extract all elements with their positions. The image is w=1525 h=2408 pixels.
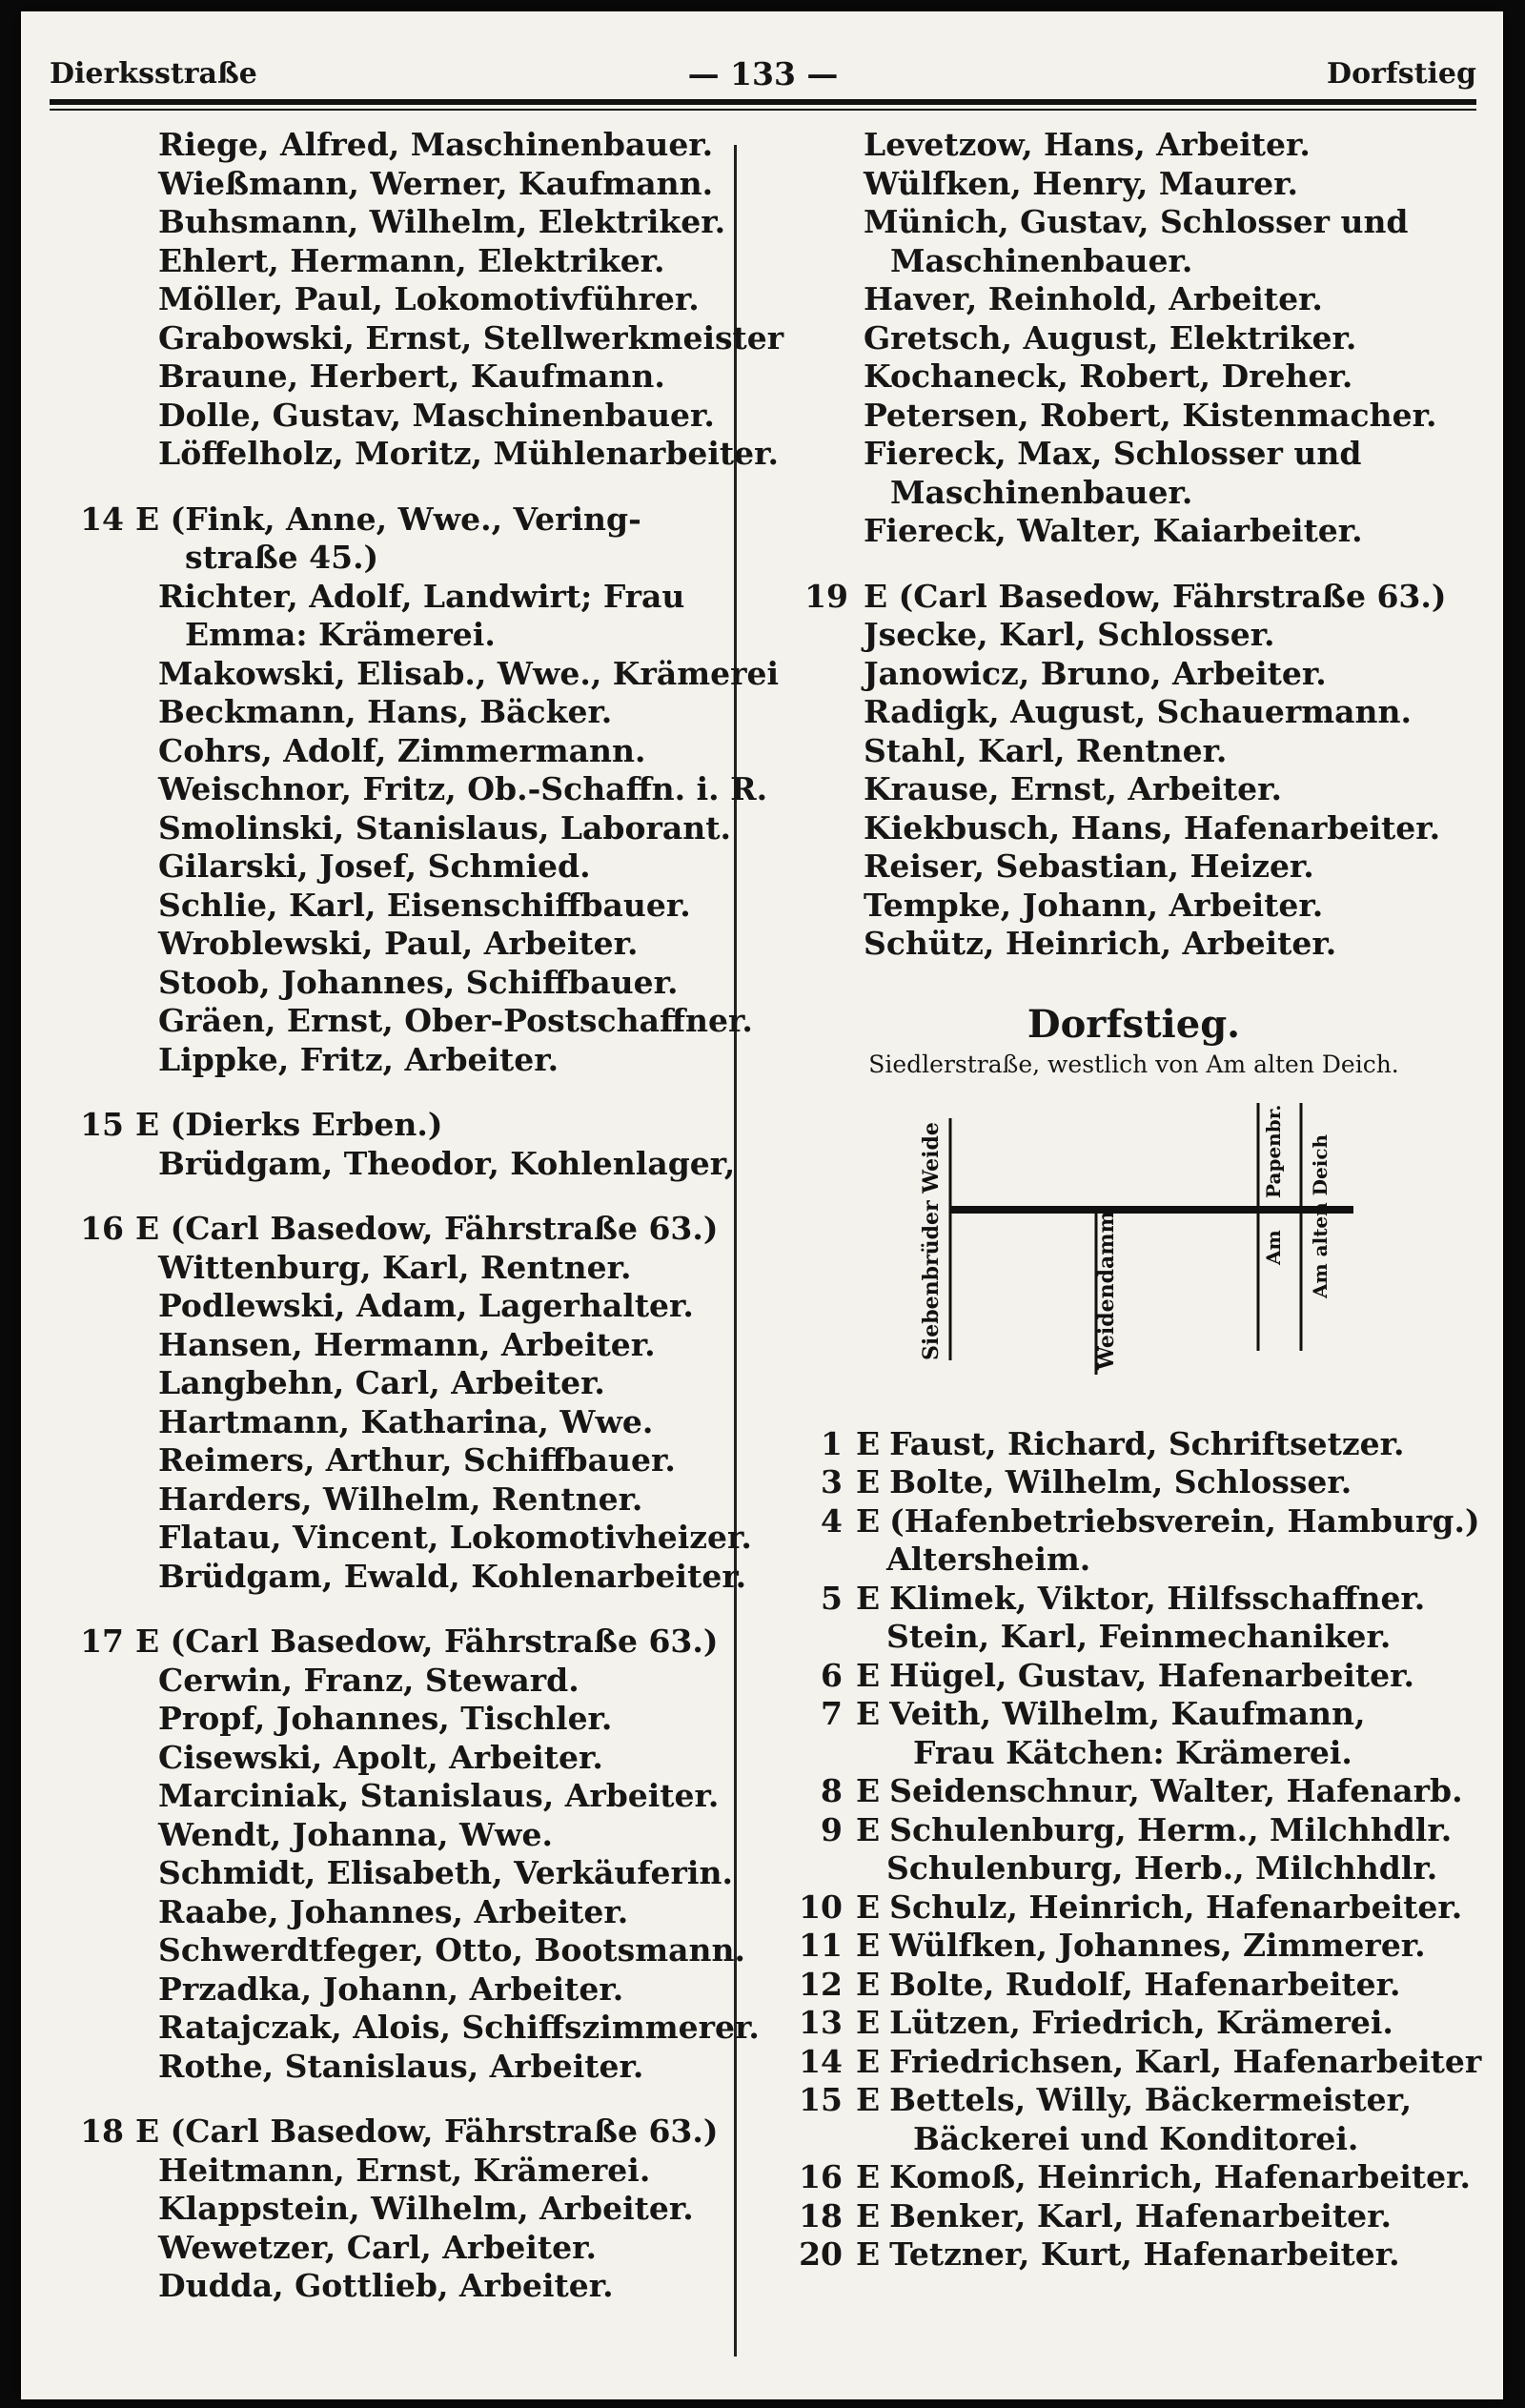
street-entry bbox=[774, 2081, 1494, 2120]
house-block bbox=[78, 2112, 726, 2306]
entry-text: Schulz, Heinrich, Hafenarbeiter. bbox=[889, 1888, 1463, 1926]
entry-type-letter: E bbox=[856, 1656, 881, 1694]
resident-entry: Ehlert, Hermann, Elektriker. bbox=[158, 241, 665, 279]
house-header bbox=[78, 1210, 726, 1249]
resident-entry: Lippke, Fritz, Arbeiter. bbox=[158, 1040, 559, 1078]
house-block bbox=[78, 1622, 760, 2086]
entry-house-number: 4 bbox=[821, 1501, 843, 1540]
resident-entry: Grabowski, Ernst, Stellwerkmeister bbox=[158, 318, 784, 357]
resident-entry: Weischnor, Fritz, Ob.-Schaffn. i. R. bbox=[158, 770, 768, 807]
resident-entry: Wendt, Johanna, Wwe. bbox=[158, 1815, 553, 1853]
entry-text: Friedrichsen, Karl, Hafenarbeiter bbox=[889, 2042, 1482, 2080]
entry-text: Veith, Wilhelm, Kaufmann, bbox=[889, 1695, 1366, 1732]
street-map bbox=[774, 1084, 1494, 1408]
street-entry bbox=[774, 1888, 1494, 1928]
resident-entry: Hansen, Hermann, Arbeiter. bbox=[158, 1325, 656, 1363]
resident-entry: Levetzow, Hans, Arbeiter. bbox=[864, 126, 1311, 163]
entry-text: Benker, Karl, Hafenarbeiter. bbox=[889, 2196, 1393, 2235]
house-owner: E (Fink, Anne, Wwe., Vering- bbox=[135, 500, 641, 538]
header-right-street: Dorfstieg bbox=[1327, 57, 1476, 91]
resident-entry: Tempke, Johann, Arbeiter. bbox=[864, 886, 1324, 924]
street-entry-cont: Schulenburg, Herb., Milchhdlr. bbox=[886, 1849, 1438, 1887]
resident-entry: Makowski, Elisab., Wwe., Krämerei bbox=[158, 654, 780, 692]
house-block bbox=[78, 1210, 752, 1596]
entry-type-letter: E bbox=[856, 2235, 881, 2273]
map-label-mid: Weidendamm bbox=[1094, 1210, 1119, 1370]
street-entry bbox=[774, 2235, 1494, 2275]
resident-entry: Schütz, Heinrich, Arbeiter. bbox=[864, 925, 1337, 962]
resident-entry: Rothe, Stanislaus, Arbeiter. bbox=[158, 2047, 644, 2085]
resident-entry: Kochaneck, Robert, Dreher. bbox=[864, 357, 1353, 395]
house-number: 15 bbox=[80, 1106, 124, 1143]
street-entry bbox=[774, 1463, 1494, 1502]
entry-type-letter: E bbox=[856, 1772, 881, 1809]
house-number: 16 bbox=[80, 1210, 124, 1247]
house-block bbox=[774, 126, 1494, 551]
house-owner: E (Carl Basedow, Fährstraße 63.) bbox=[135, 2112, 719, 2150]
resident-entry: Petersen, Robert, Kistenmacher. bbox=[864, 396, 1437, 434]
street-entry bbox=[774, 2158, 1494, 2197]
resident-entry: Dolle, Gustav, Maschinenbauer. bbox=[158, 396, 715, 434]
house-block bbox=[78, 1106, 736, 1183]
resident-entry: Schlie, Karl, Eisenschiffbauer. bbox=[158, 886, 691, 924]
resident-entry: Brüdgam, Theodor, Kohlenlager, bbox=[158, 1144, 736, 1182]
entry-house-number: 20 bbox=[799, 2235, 843, 2273]
resident-entry: Maschinenbauer. bbox=[890, 241, 1193, 279]
entry-house-number: 13 bbox=[799, 2004, 843, 2041]
entry-text: Bolte, Rudolf, Hafenarbeiter. bbox=[889, 1965, 1401, 2003]
resident-entry: Reimers, Arthur, Schiffbauer. bbox=[158, 1441, 676, 1479]
entry-text: Komoß, Heinrich, Hafenarbeiter. bbox=[889, 2158, 1471, 2195]
resident-entry: Marciniak, Stanislaus, Arbeiter. bbox=[158, 1777, 720, 1814]
left-column bbox=[78, 126, 784, 2333]
street-entries bbox=[774, 1425, 1494, 2275]
street-entry bbox=[774, 1772, 1494, 1811]
entry-house-number: 9 bbox=[821, 1810, 843, 1848]
street-entry bbox=[774, 2043, 1494, 2082]
entry-type-letter: E bbox=[856, 1579, 881, 1617]
entry-house-number: 3 bbox=[821, 1463, 843, 1500]
map-label-right1-bottom: Am bbox=[1262, 1229, 1285, 1265]
house-header bbox=[78, 1106, 726, 1145]
directory-page bbox=[21, 11, 1503, 2399]
entry-text: Bolte, Wilhelm, Schlosser. bbox=[889, 1463, 1352, 1500]
street-map-svg bbox=[774, 1084, 1494, 1408]
entry-type-letter: E bbox=[856, 2158, 881, 2195]
resident-entry: Richter, Adolf, Landwirt; Frau bbox=[158, 577, 685, 615]
resident-entry: Wroblewski, Paul, Arbeiter. bbox=[158, 925, 639, 962]
resident-entry: Reiser, Sebastian, Heizer. bbox=[864, 847, 1314, 885]
entry-text: Hügel, Gustav, Hafenarbeiter. bbox=[889, 1656, 1414, 1694]
resident-entry: Gretsch, August, Elektriker. bbox=[864, 318, 1357, 357]
house-owner: E (Carl Basedow, Fährstraße 63.) bbox=[135, 1622, 719, 1660]
house-owner: E (Carl Basedow, Fährstraße 63.) bbox=[135, 1210, 719, 1247]
resident-entry: Cohrs, Adolf, Zimmermann. bbox=[158, 731, 646, 769]
resident-entry: Riege, Alfred, Maschinenbauer. bbox=[158, 126, 714, 163]
house-number: 19 bbox=[804, 577, 848, 615]
resident-entry: Beckmann, Hans, Bäcker. bbox=[158, 693, 613, 730]
header-left-street: Dierksstraße bbox=[50, 57, 257, 91]
house-owner-cont: straße 45.) bbox=[185, 539, 379, 576]
street-entry bbox=[774, 1657, 1494, 1696]
house-header bbox=[78, 2112, 726, 2152]
resident-entry: Brüdgam, Ewald, Kohlenarbeiter. bbox=[158, 1557, 747, 1595]
street-entry bbox=[774, 1425, 1494, 1464]
entry-text: Wülfken, Johannes, Zimmerer. bbox=[889, 1927, 1426, 1964]
street-entry-cont: Bäckerei und Konditorei. bbox=[913, 2119, 1359, 2157]
house-number: 14 bbox=[80, 500, 124, 538]
entry-text: Schulenburg, Herm., Milchhdlr. bbox=[889, 1810, 1453, 1848]
resident-entry: Gräen, Ernst, Ober-Postschaffner. bbox=[158, 1002, 753, 1039]
resident-entry: Wittenburg, Karl, Rentner. bbox=[158, 1248, 632, 1286]
entry-house-number: 10 bbox=[799, 1888, 843, 1926]
house-block bbox=[78, 126, 784, 474]
entry-type-letter: E bbox=[856, 2004, 881, 2041]
resident-entry: Jsecke, Karl, Schlosser. bbox=[864, 616, 1275, 653]
entry-house-number: 18 bbox=[799, 2196, 843, 2235]
street-entry-cont: Stein, Karl, Feinmechaniker. bbox=[886, 1618, 1392, 1655]
entry-type-letter: E bbox=[856, 1695, 881, 1732]
entry-text: Lützen, Friedrich, Krämerei. bbox=[889, 2004, 1393, 2041]
house-number: 17 bbox=[80, 1622, 124, 1660]
house-block bbox=[774, 578, 1494, 964]
resident-entry: Stoob, Johannes, Schiffbauer. bbox=[158, 963, 679, 1001]
entry-house-number: 11 bbox=[799, 1927, 843, 1964]
resident-entry: Radigk, August, Schauermann. bbox=[864, 693, 1413, 730]
resident-entry: Löffelholz, Moritz, Mühlenarbeiter. bbox=[158, 435, 780, 472]
resident-entry: Schwerdtfeger, Otto, Bootsmann. bbox=[158, 1931, 745, 1969]
resident-entry: Buhsmann, Wilhelm, Elektriker. bbox=[158, 203, 726, 240]
map-label-left: Siebenbrüder Weide bbox=[919, 1121, 944, 1360]
resident-entry: Wießmann, Werner, Kaufmann. bbox=[158, 164, 714, 202]
street-entry bbox=[774, 1695, 1494, 1734]
resident-entry: Münich, Gustav, Schlosser und bbox=[864, 203, 1409, 240]
right-column-residents bbox=[774, 126, 1494, 964]
page-number: — 133 — bbox=[687, 55, 839, 92]
header-rule-thin bbox=[50, 109, 1476, 111]
resident-entry: Kiekbusch, Hans, Hafenarbeiter. bbox=[864, 808, 1441, 847]
resident-entry: Möller, Paul, Lokomotivführer. bbox=[158, 280, 700, 317]
resident-entry: Maschinenbauer. bbox=[890, 473, 1193, 511]
house-header bbox=[78, 1622, 726, 1662]
entry-text: Seidenschnur, Walter, Hafenarb. bbox=[889, 1772, 1463, 1809]
resident-entry: Smolinski, Stanislaus, Laborant. bbox=[158, 808, 731, 847]
map-label-right2: Am alten Deich bbox=[1309, 1133, 1332, 1298]
resident-entry: Przadka, Johann, Arbeiter. bbox=[158, 1969, 624, 2008]
street-entry bbox=[774, 2004, 1494, 2043]
street-entry bbox=[774, 1927, 1494, 1966]
street-entry-cont: Frau Kätchen: Krämerei. bbox=[913, 1733, 1352, 1771]
entry-text: Tetzner, Kurt, Hafenarbeiter. bbox=[889, 2235, 1400, 2273]
street-title: Dorfstieg. bbox=[1027, 1001, 1241, 1047]
street-entry bbox=[774, 1502, 1494, 1541]
resident-entry: Harders, Wilhelm, Rentner. bbox=[158, 1479, 643, 1518]
street-entry-cont: Altersheim. bbox=[886, 1541, 1091, 1578]
resident-entry: Ratajczak, Alois, Schiffszimmerer. bbox=[158, 2009, 760, 2046]
resident-entry: Flatau, Vincent, Lokomotivheizer. bbox=[158, 1519, 752, 1556]
entry-house-number: 16 bbox=[799, 2158, 843, 2195]
resident-entry: Raabe, Johannes, Arbeiter. bbox=[158, 1892, 629, 1930]
entry-type-letter: E bbox=[856, 1927, 881, 1964]
street-entry bbox=[774, 1966, 1494, 2005]
entry-type-letter: E bbox=[856, 1810, 881, 1848]
house-header bbox=[774, 578, 1494, 617]
resident-entry: Schmidt, Elisabeth, Verkäuferin. bbox=[158, 1854, 733, 1891]
street-entry bbox=[774, 2197, 1494, 2236]
resident-entry: Heitmann, Ernst, Krämerei. bbox=[158, 2151, 651, 2189]
entry-house-number: 7 bbox=[821, 1695, 843, 1732]
resident-entry: Krause, Ernst, Arbeiter. bbox=[864, 770, 1283, 807]
resident-entry: Fiereck, Walter, Kaiarbeiter. bbox=[864, 512, 1363, 549]
resident-entry: Hartmann, Katharina, Wwe. bbox=[158, 1402, 654, 1440]
entry-type-letter: E bbox=[856, 1463, 881, 1500]
resident-entry: Gilarski, Josef, Schmied. bbox=[158, 847, 591, 885]
entry-house-number: 15 bbox=[799, 2081, 843, 2118]
page-header bbox=[50, 50, 1476, 101]
entry-type-letter: E bbox=[856, 1888, 881, 1926]
resident-entry: Klappstein, Wilhelm, Arbeiter. bbox=[158, 2190, 694, 2227]
entry-house-number: 8 bbox=[821, 1772, 843, 1809]
street-entry bbox=[774, 1811, 1494, 1850]
header-rule bbox=[50, 99, 1476, 105]
map-label-right1-top: Papenbr. bbox=[1262, 1104, 1285, 1198]
entry-text: (Hafenbetriebsverein, Hamburg.) bbox=[889, 1501, 1480, 1540]
resident-entry: Haver, Reinhold, Arbeiter. bbox=[864, 280, 1323, 317]
house-owner: E (Carl Basedow, Fährstraße 63.) bbox=[864, 577, 1447, 615]
resident-entry: Emma: Krämerei. bbox=[185, 616, 496, 653]
entry-type-letter: E bbox=[856, 2042, 881, 2080]
resident-entry: Stahl, Karl, Rentner. bbox=[864, 731, 1228, 769]
entry-text: Klimek, Viktor, Hilfsschaffner. bbox=[889, 1579, 1426, 1617]
entry-type-letter: E bbox=[856, 2081, 881, 2118]
entry-text: Faust, Richard, Schriftsetzer. bbox=[889, 1424, 1405, 1462]
entry-house-number: 12 bbox=[799, 1965, 843, 2003]
right-column bbox=[774, 126, 1494, 2275]
entry-house-number: 1 bbox=[821, 1424, 843, 1462]
resident-entry: Propf, Johannes, Tischler. bbox=[158, 1700, 613, 1737]
house-owner: E (Dierks Erben.) bbox=[135, 1106, 443, 1143]
entry-text: Bettels, Willy, Bäckermeister, bbox=[889, 2081, 1413, 2118]
resident-entry: Podlewski, Adam, Lagerhalter. bbox=[158, 1287, 694, 1324]
resident-entry: Cisewski, Apolt, Arbeiter. bbox=[158, 1738, 603, 1776]
entry-type-letter: E bbox=[856, 1424, 881, 1462]
entry-type-letter: E bbox=[856, 1501, 881, 1540]
entry-house-number: 14 bbox=[799, 2042, 843, 2080]
resident-entry: Cerwin, Franz, Steward. bbox=[158, 1661, 580, 1699]
resident-entry: Fiereck, Max, Schlosser und bbox=[864, 435, 1362, 472]
street-subtitle: Siedlerstraße, westlich von Am alten Deich. bbox=[868, 1050, 1399, 1078]
entry-house-number: 5 bbox=[821, 1579, 843, 1617]
resident-entry: Langbehn, Carl, Arbeiter. bbox=[158, 1364, 605, 1401]
resident-entry: Braune, Herbert, Kaufmann. bbox=[158, 357, 665, 395]
entry-house-number: 6 bbox=[821, 1656, 843, 1694]
house-header bbox=[78, 500, 726, 540]
house-number: 18 bbox=[80, 2112, 124, 2150]
resident-entry: Wülfken, Henry, Maurer. bbox=[864, 164, 1298, 202]
house-block bbox=[78, 500, 780, 1080]
resident-entry: Janowicz, Bruno, Arbeiter. bbox=[864, 654, 1327, 692]
entry-type-letter: E bbox=[856, 1965, 881, 2003]
entry-type-letter: E bbox=[856, 2196, 881, 2235]
street-entry bbox=[774, 1580, 1494, 1619]
resident-entry: Wewetzer, Carl, Arbeiter. bbox=[158, 2228, 597, 2266]
resident-entry: Dudda, Gottlieb, Arbeiter. bbox=[158, 2267, 614, 2304]
